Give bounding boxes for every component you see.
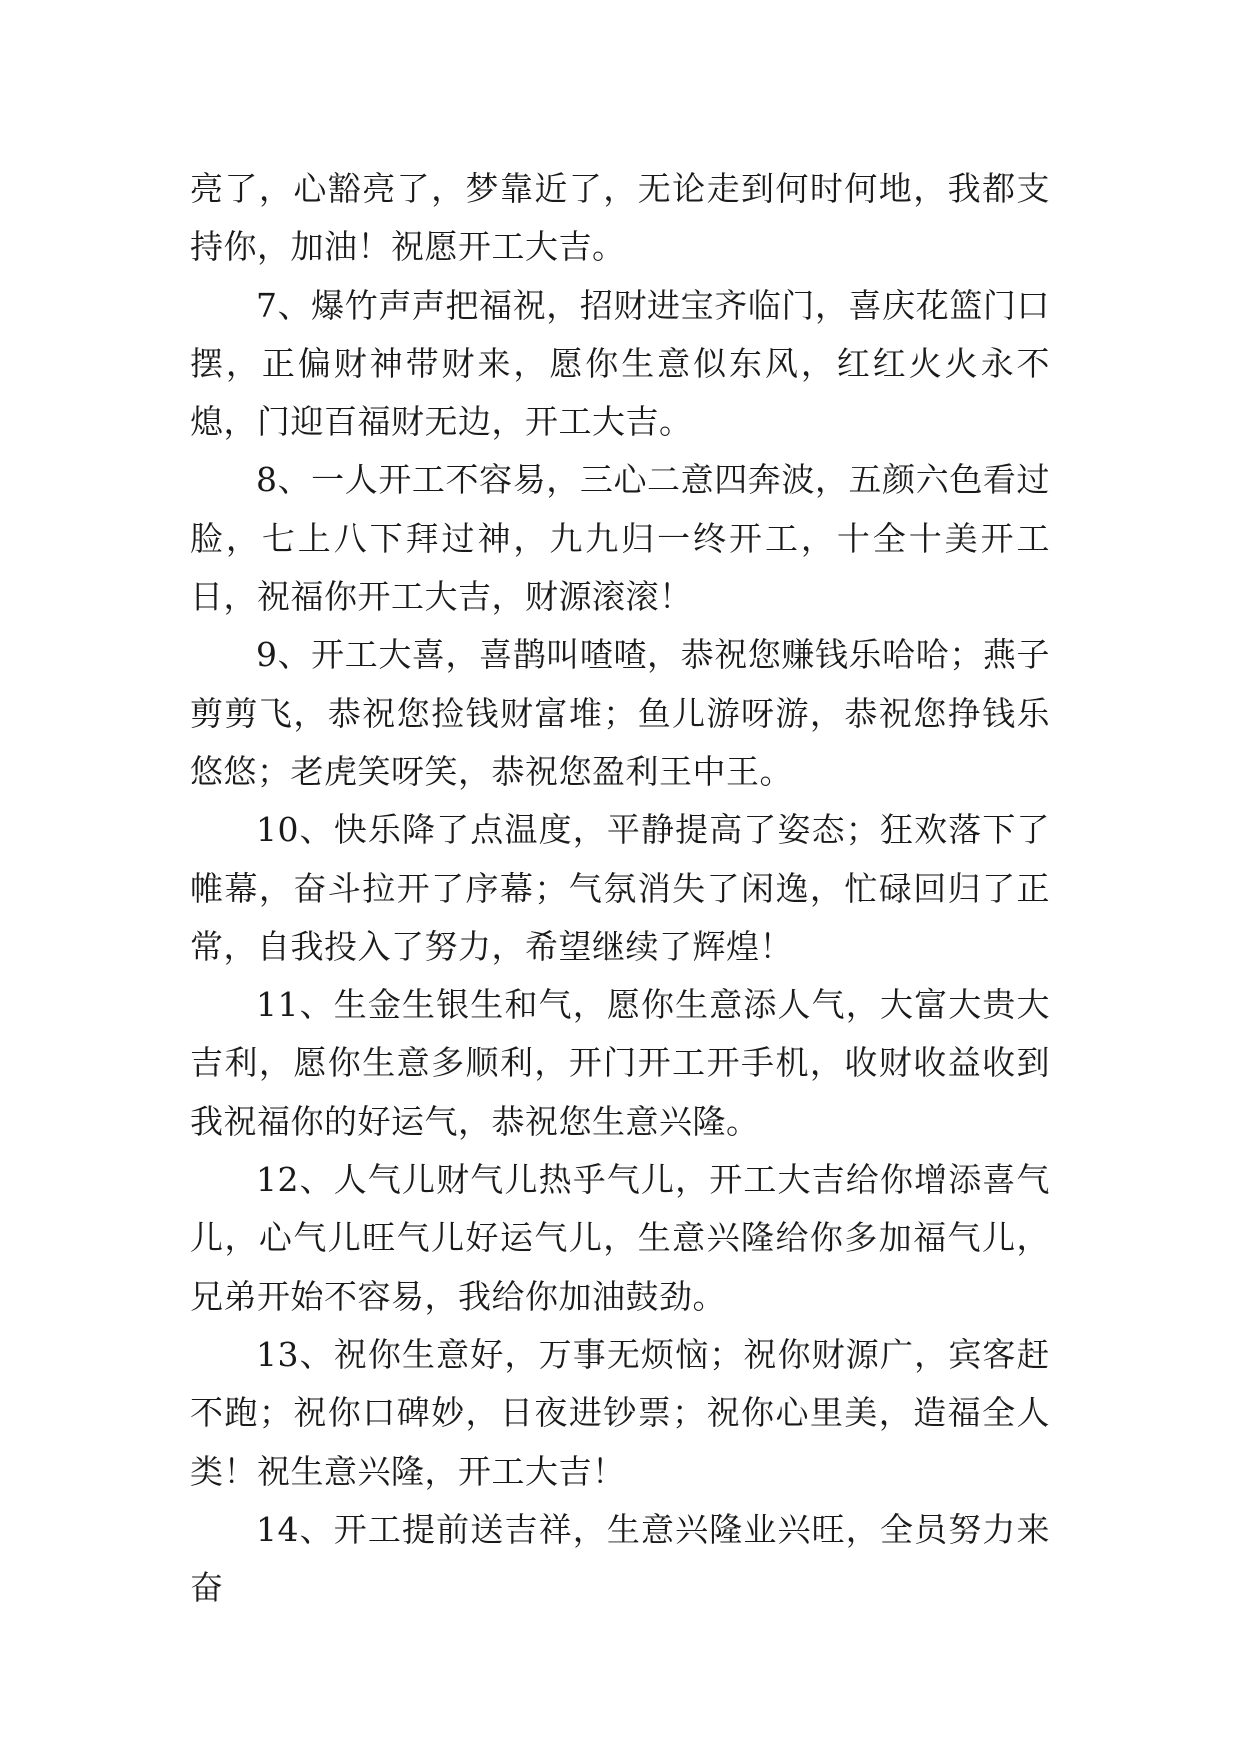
paragraph-item-13: 13、祝你生意好，万事无烦恼；祝你财源广，宾客赶不跑；祝你口碑妙，日夜进钞票；祝你心里美，造福全人类！祝生意兴隆，开工大吉！	[190, 1334, 1050, 1491]
paragraph-item-11: 11、生金生银生和气，愿你生意添人气，大富大贵大吉利，愿你生意多顺利，开门开工开手机，收财收益收到我祝福你的好运气，恭祝您生意兴隆。	[190, 985, 1050, 1141]
paragraph-item-7: 7、爆竹声声把福祝，招财进宝齐临门，喜庆花篮门口摆，正偏财神带财来，愿你生意似东风，红红火火永不熄，门迎百福财无边，开工大吉。	[190, 285, 1050, 442]
paragraph-item-12: 12、人气儿财气儿热乎气儿，开工大吉给你增添喜气儿，心气儿旺气儿好运气儿，生意兴隆给你多加福气儿，兄弟开始不容易，我给你加油鼓劲。	[190, 1160, 1050, 1316]
paragraph-item-8: 8、一人开工不容易，三心二意四奔波，五颜六色看过脸，七上八下拜过神，九九归一终开工，十全十美开工日，祝福你开工大吉，财源滚滚！	[190, 460, 1050, 617]
paragraph-continuation: 亮了，心豁亮了，梦靠近了，无论走到何时何地，我都支持你，加油！祝愿开工大吉。	[190, 169, 1050, 267]
document-body	[190, 160, 1050, 1617]
paragraph-item-9: 9、开工大喜，喜鹊叫喳喳，恭祝您赚钱乐哈哈；燕子剪剪飞，恭祝您捡钱财富堆；鱼儿游呀游，恭祝您挣钱乐悠悠；老虎笑呀笑，恭祝您盈利王中王。	[190, 635, 1050, 791]
paragraph-item-10: 10、快乐降了点温度，平静提高了姿态；狂欢落下了帷幕，奋斗拉开了序幕；气氛消失了闲逸，忙碌回归了正常，自我投入了努力，希望继续了辉煌！	[190, 810, 1050, 966]
paragraph-item-14: 14、开工提前送吉祥，生意兴隆业兴旺，全员努力来奋	[190, 1509, 1050, 1608]
